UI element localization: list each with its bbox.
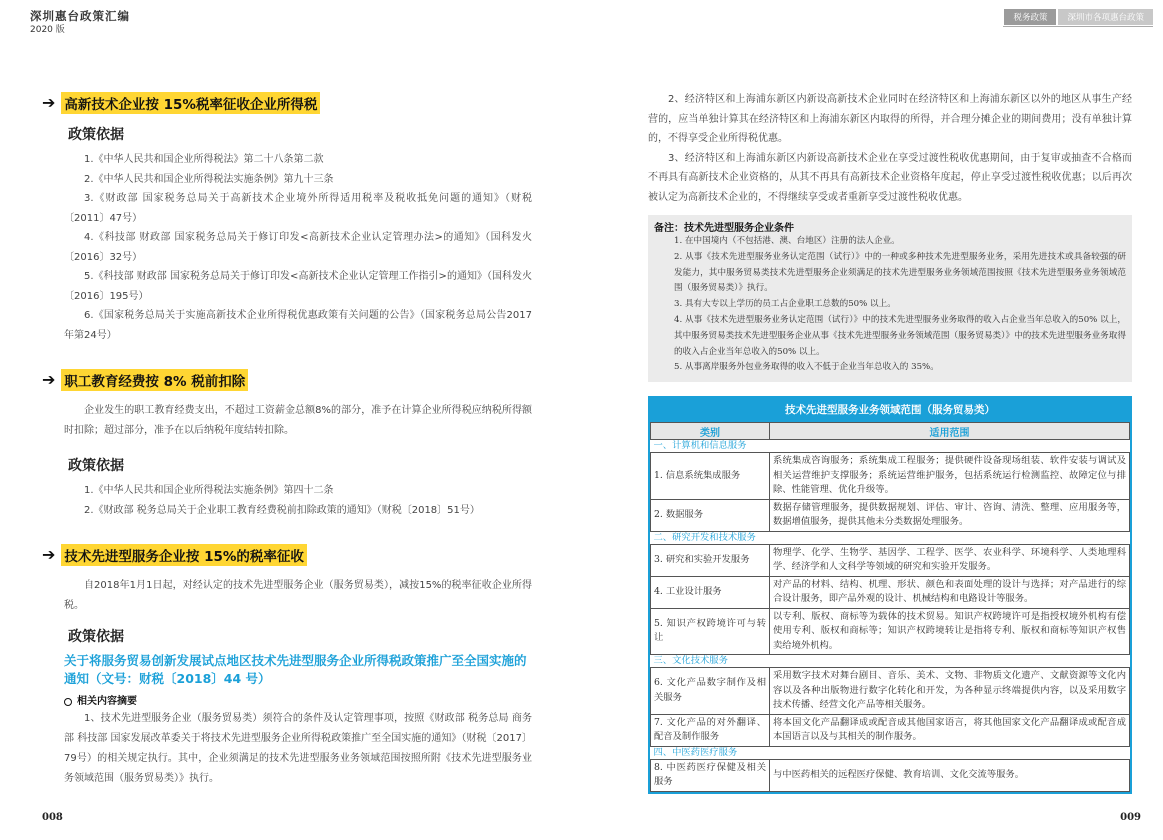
category-cell: 4. 工业设计服务 [651,576,770,608]
header-rule [1003,26,1153,27]
section-title: 技术先进型服务企业按 15%的税率征收 [61,544,307,566]
category-cell: 7. 文化产品的对外翻译、配音及制作服务 [651,714,770,746]
remarks-item: 5. 从事离岸服务外包业务取得的收入不低于企业当年总收入的 35%。 [674,362,939,373]
reference-item: 1.《中华人民共和国企业所得税法实施条例》第四十二条 [84,485,334,496]
table-title: 技术先进型服务业务领域范围（服务贸易类） [650,398,1130,422]
table-row [651,608,1130,655]
table-row [651,453,1130,500]
scope-cell: 对产品的材料、结构、机理、形状、颜色和表面处理的设计与选择；对产品进行的综合设计服务，即产品外观的设计、机械结构和电路设计等服务。 [770,576,1130,608]
category-cell: 6. 文化产品数字制作及相关服务 [651,668,770,715]
table-row [651,544,1130,576]
book-title: 深圳惠台政策汇编 [30,9,130,23]
reference-item: 5.《科技部 财政部 国家税务总局关于修订印发<高新技术企业认定管理工作指引>的通知》（国科发火〔2016〕195号） [64,271,532,302]
section-title: 职工教育经费按 8% 税前扣除 [61,369,248,391]
category-cell: 8. 中医药医疗保健及相关服务 [651,759,770,791]
scope-cell: 将本国文化产品翻译成或配音成其他国家语言，将其他国家文化产品翻译成或配音成本国语言以及与其相关的制作服务。 [770,714,1130,746]
section-heading-advanced-service [42,544,532,566]
scope-cell: 系统集成咨询服务；系统集成工程服务；提供硬件设备现场组装、软件安装与调试及相关运营维护支撑服务；系统运营维护服务，包括系统运行检测监控、故障定位与排除、性能管理、优化升级等。 [770,453,1130,500]
remarks-title: 备注：技术先进型服务企业条件 [654,223,794,234]
left-page [42,92,532,789]
scope-cell: 物理学、化学、生物学、基因学、工程学、医学、农业科学、环境科学、人类地理科学、经济学和人文科学等领域的研究和实验开发服务。 [770,544,1130,576]
body-paragraph: 2、经济特区和上海浦东新区内新设高新技术企业同时在经济特区和上海浦东新区以外的地区从事生产经营的，应当单独计算其在经济特区和上海浦东新区内取得的所得，并合理分摊企业的期间费用；没有单独计算的，不得享受企业所得税优惠。 [648,94,1132,144]
group-label: 一、计算机和信息服务 [651,440,1130,453]
page-number-right: 009 [1120,812,1141,823]
reference-item: 1.《中华人民共和国企业所得税法》第二十八条第二款 [84,154,324,165]
section-title: 高新技术企业按 15%税率征收企业所得税 [61,92,320,114]
section-heading-high-tech [42,92,532,114]
remarks-item: 1. 在中国境内（不包括港、澳、台地区）注册的法人企业。 [674,236,900,246]
scope-cell: 采用数字技术对舞台剧目、音乐、美术、文物、非物质文化遗产、文献资源等文化内容以及各种出版物进行数字化转化和开发，为各种显示终端提供内容，以及采用数字技术传播、经营文化产品等相关服务。 [770,668,1130,715]
page-number-left: 008 [42,812,63,823]
group-label: 三、文化技术服务 [651,655,1130,668]
group-row [651,440,1130,453]
group-row [651,531,1130,544]
remarks-item: 3. 具有大专以上学历的员工占企业职工总数的50% 以上。 [674,299,896,310]
reference-item: 6.《国家税务总局关于实施高新技术企业所得税优惠政策有关问题的公告》（国家税务总局公告2017年第24号） [64,310,532,341]
right-page [648,90,1132,794]
column-header-category: 类别 [651,423,770,440]
body-paragraph: 3、经济特区和上海浦东新区内新设高新技术企业在享受过渡性税收优惠期间，由于复审或抽查不合格而不再具有高新技术企业资格的，从其不再具有高新技术企业资格年度起，停止享受过渡性税收优惠；以后再次被认定为高新技术企业的，不得继续享受或者重新享受过渡性税收优惠。 [648,152,1132,203]
table-header-row [651,423,1130,440]
category-cell: 2. 数据服务 [651,499,770,531]
table-row [651,499,1130,531]
reference-item: 4.《科技部 财政部 国家税务总局关于修订印发<高新技术企业认定管理办法>的通知》（国科发火〔2016〕32号） [64,232,532,263]
header-tabs [1004,9,1153,25]
service-scope-table [648,396,1132,794]
reference-item: 2.《财政部 税务总局关于企业职工教育经费税前扣除政策的通知》（财税〔2018〕51号） [84,504,480,516]
remarks-box [648,215,1132,382]
related-summary-body: 1、技术先进型服务企业（服务贸易类）须符合的条件及认定管理事项，按照《财政部 税务总局 商务部 科技部 国家发展改革委关于将技术先进型服务企业所得税政策推广至全国实施的通知》（财税〔2017〕79号）的相关规定执行。其中，企业须满足的技术先进型服务业务领域范围按照所附《技术先进型服务业务领域范围（服务贸易类）》执行。 [64,713,532,784]
policy-basis-heading: 政策依据 [68,629,124,645]
section-body: 自2018年1月1日起，对经认定的技术先进型服务企业（服务贸易类），减按15%的税率征收企业所得税。 [64,580,532,611]
reference-item: 3.《财政部 国家税务总局关于高新技术企业境外所得适用税率及税收抵免问题的通知》（财税〔2011〕47号） [64,193,532,224]
scope-cell: 与中医药相关的远程医疗保健、教育培训、文化交流等服务。 [770,759,1130,791]
category-cell: 3. 研究和实验开发服务 [651,544,770,576]
tab-shenzhen-policies: 深圳市各项惠台政策 [1058,9,1153,25]
table-row [651,759,1130,791]
related-label: 相关内容摘要 [77,696,137,707]
scope-table [650,422,1130,792]
reference-item: 2.《中华人民共和国企业所得税法实施条例》第九十三条 [84,173,334,185]
group-row [651,746,1130,759]
table-row [651,714,1130,746]
arrow-right-icon: ➔ [42,370,56,389]
table-row [651,576,1130,608]
notice-title: 关于将服务贸易创新发展试点地区技术先进型服务企业所得税政策推广至全国实施的通知（文号：财税〔2018〕44 号） [64,653,527,686]
remarks-item: 2. 从事《技术先进型服务业务认定范围（试行）》中的一种或多种技术先进型服务业务，采用先进技术或具备较强的研发能力，其中服务贸易类技术先进型服务企业须满足的技术先进型服务业务领域范围按照《技术先进型服务业务领域范围（服务贸易类）》执行。 [674,251,1126,294]
related-summary-heading [64,692,532,707]
section-body: 企业发生的职工教育经费支出，不超过工资薪金总额8%的部分，准予在计算企业所得税应纳税所得额时扣除；超过部分，准予在以后纳税年度结转扣除。 [64,405,532,436]
edition-label: 2020 版 [30,25,65,35]
scope-cell: 数据存储管理服务，提供数据规划、评估、审计、咨询、清洗、整理、应用服务等，数据增值服务，提供其他未分类数据处理服务。 [770,499,1130,531]
policy-basis-heading: 政策依据 [68,458,124,474]
remarks-item: 4. 从事《技术先进型服务业务认定范围（试行）》中的技术先进型服务业务取得的收入占企业当年总收入的50% 以上，其中服务贸易类技术先进型服务企业从事《技术先进型服务业务领域范围（服务贸易类）》中的技术先进型服务业务取得的收入占企业当年总收入的50% 以上。 [674,314,1126,357]
arrow-right-icon: ➔ [42,545,56,564]
policy-basis-heading: 政策依据 [68,127,124,143]
group-label: 二、研究开发和技术服务 [651,531,1130,544]
group-label: 四、中医药医疗服务 [651,746,1130,759]
arrow-right-icon: ➔ [42,93,56,112]
scope-cell: 以专利、版权、商标等为载体的技术贸易。知识产权跨境许可是指授权境外机构有偿使用专利、版权和商标等；知识产权跨境转让是指将专利、版权和商标等知识产权售卖给境外机构。 [770,608,1130,655]
table-row [651,668,1130,715]
category-cell: 5. 知识产权跨境许可与转让 [651,608,770,655]
category-cell: 1. 信息系统集成服务 [651,453,770,500]
column-header-scope: 适用范围 [770,423,1130,440]
group-row [651,655,1130,668]
section-heading-education-fund [42,369,532,391]
tab-tax-policy: 税务政策 [1004,9,1056,25]
circle-bullet-icon [64,698,72,706]
